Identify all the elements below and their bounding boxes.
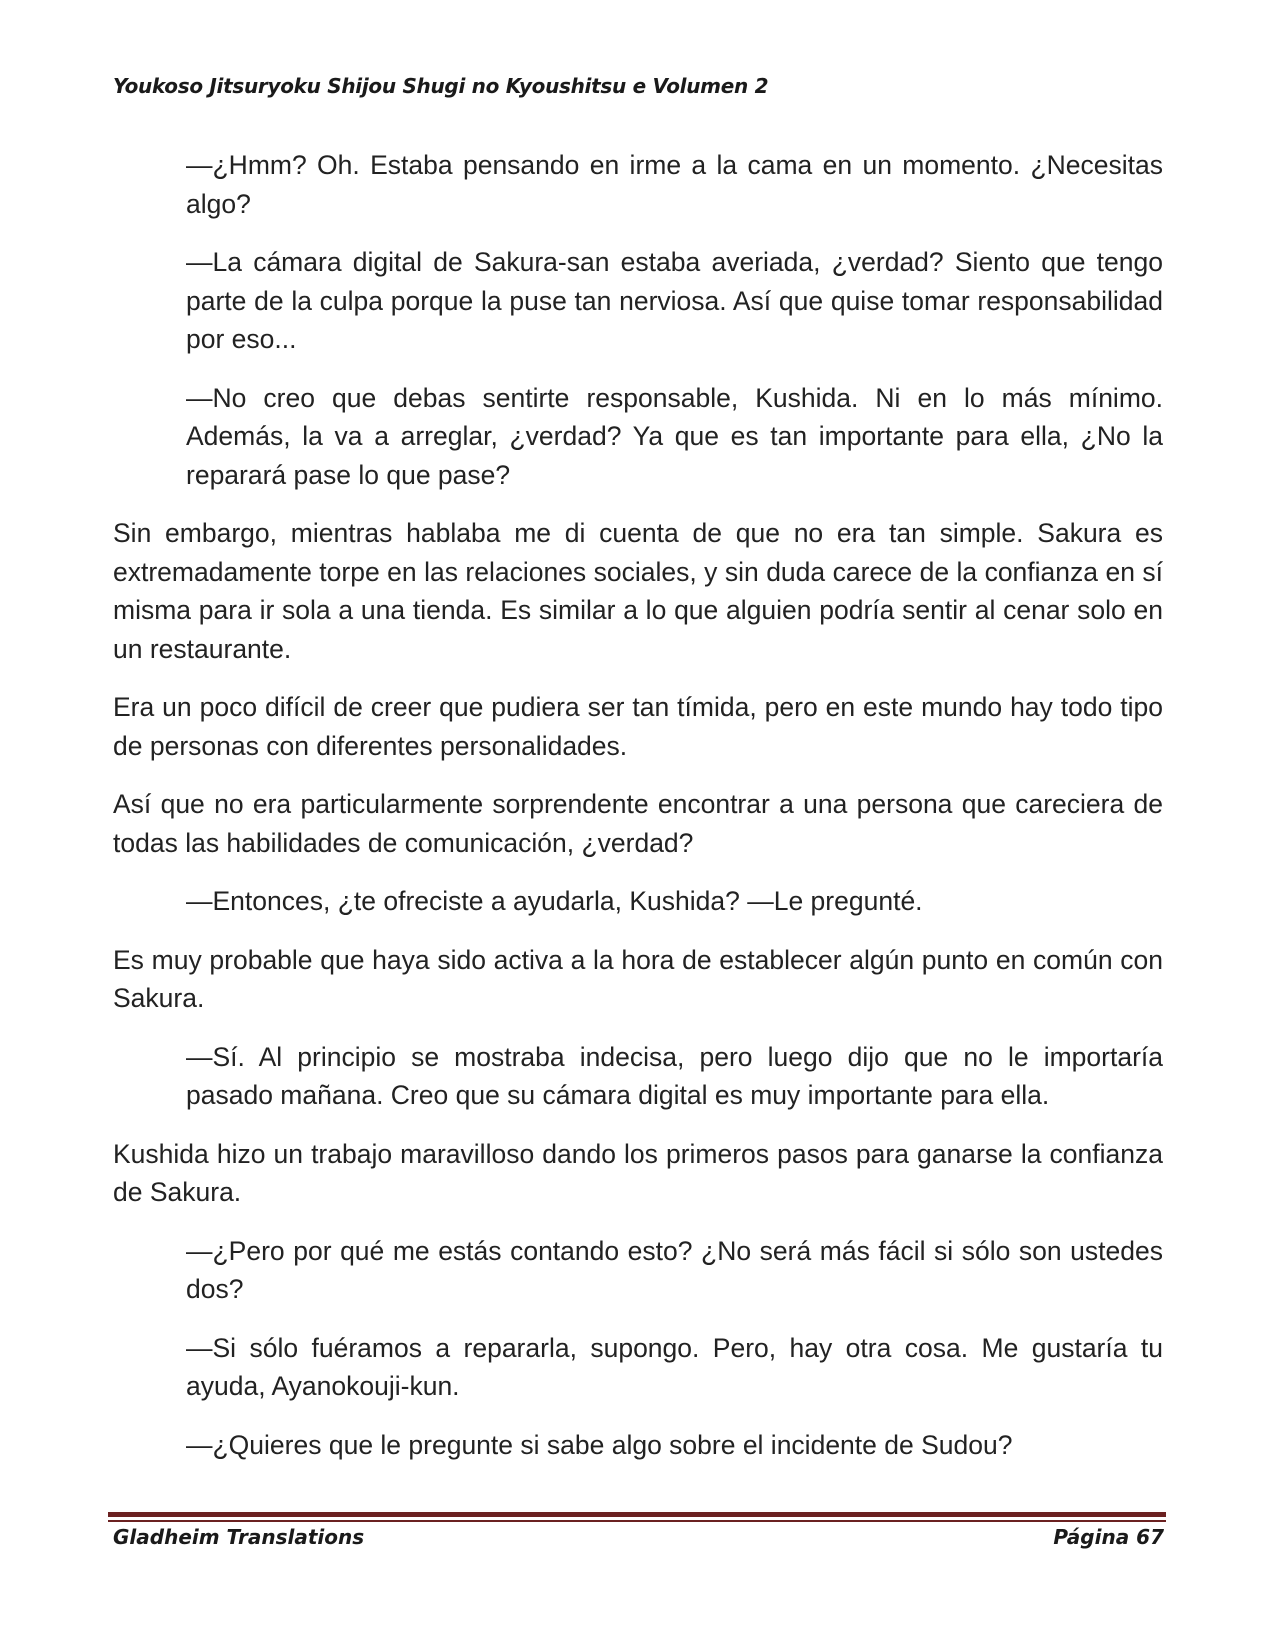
dialog-paragraph: —Sí. Al principio se mostraba indecisa, pero luego dijo que no le importaría pasado mañana. Creo que su cámara digital es muy importante para ella.: [186, 1041, 1163, 1110]
dialog-paragraph: —¿Pero por qué me estás contando esto? ¿No será más fácil si sólo son ustedes dos?: [186, 1235, 1163, 1304]
narration-paragraph: Es muy probable que haya sido activa a la hora de establecer algún punto en común con Sakura.: [113, 944, 1163, 1013]
running-header-title: Youkoso Jitsuryoku Shijou Shugi no Kyoushitsu e Volumen 2: [113, 74, 769, 98]
dialog-paragraph: —Entonces, ¿te ofreciste a ayudarla, Kushida? —Le pregunté.: [186, 886, 923, 916]
footer-divider-thin: [108, 1520, 1166, 1522]
dialog-paragraph: —La cámara digital de Sakura-san estaba averiada, ¿verdad? Siento que tengo parte de la culpa porque la puse tan nerviosa. Así que quise tomar responsabilidad por eso...: [186, 247, 1163, 354]
dialog-paragraph: —Si sólo fuéramos a repararla, supongo. Pero, hay otra cosa. Me gustaría tu ayuda, Ayanokouji-kun.: [186, 1332, 1163, 1401]
footer-divider-thick: [108, 1512, 1166, 1517]
dialog-paragraph: —¿Hmm? Oh. Estaba pensando en irme a la cama en un momento. ¿Necesitas algo?: [186, 150, 1163, 219]
dialog-paragraph: —¿Quieres que le pregunte si sabe algo sobre el incidente de Sudou?: [186, 1429, 1013, 1460]
narration-paragraph: Así que no era particularmente sorprendente encontrar a una persona que careciera de todas las habilidades de comunicación, ¿verdad?: [113, 789, 1163, 858]
dialog-paragraph: —No creo que debas sentirte responsable, Kushida. Ni en lo más mínimo. Además, la va a arreglar, ¿verdad? Ya que es tan importante para ella, ¿No la reparará pase lo que pase?: [186, 382, 1163, 490]
narration-paragraph: Sin embargo, mientras hablaba me di cuenta de que no era tan simple. Sakura es extremadamente torpe en las relaciones sociales, y sin duda carece de la confianza en sí misma para ir sola a una tienda. Es similar a lo que alguien podría sentir al cenar solo en un restaurante.: [113, 518, 1163, 664]
page-body: [113, 146, 1163, 1484]
narration-paragraph: Era un poco difícil de creer que pudiera ser tan tímida, pero en este mundo hay todo tipo de personas con diferentes personalidades.: [113, 692, 1163, 761]
footer-credit: Gladheim Translations: [113, 1525, 365, 1549]
narration-paragraph: Kushida hizo un trabajo maravilloso dando los primeros pasos para ganarse la confianza de Sakura.: [113, 1138, 1163, 1207]
page-number: Página 67: [1053, 1525, 1164, 1549]
